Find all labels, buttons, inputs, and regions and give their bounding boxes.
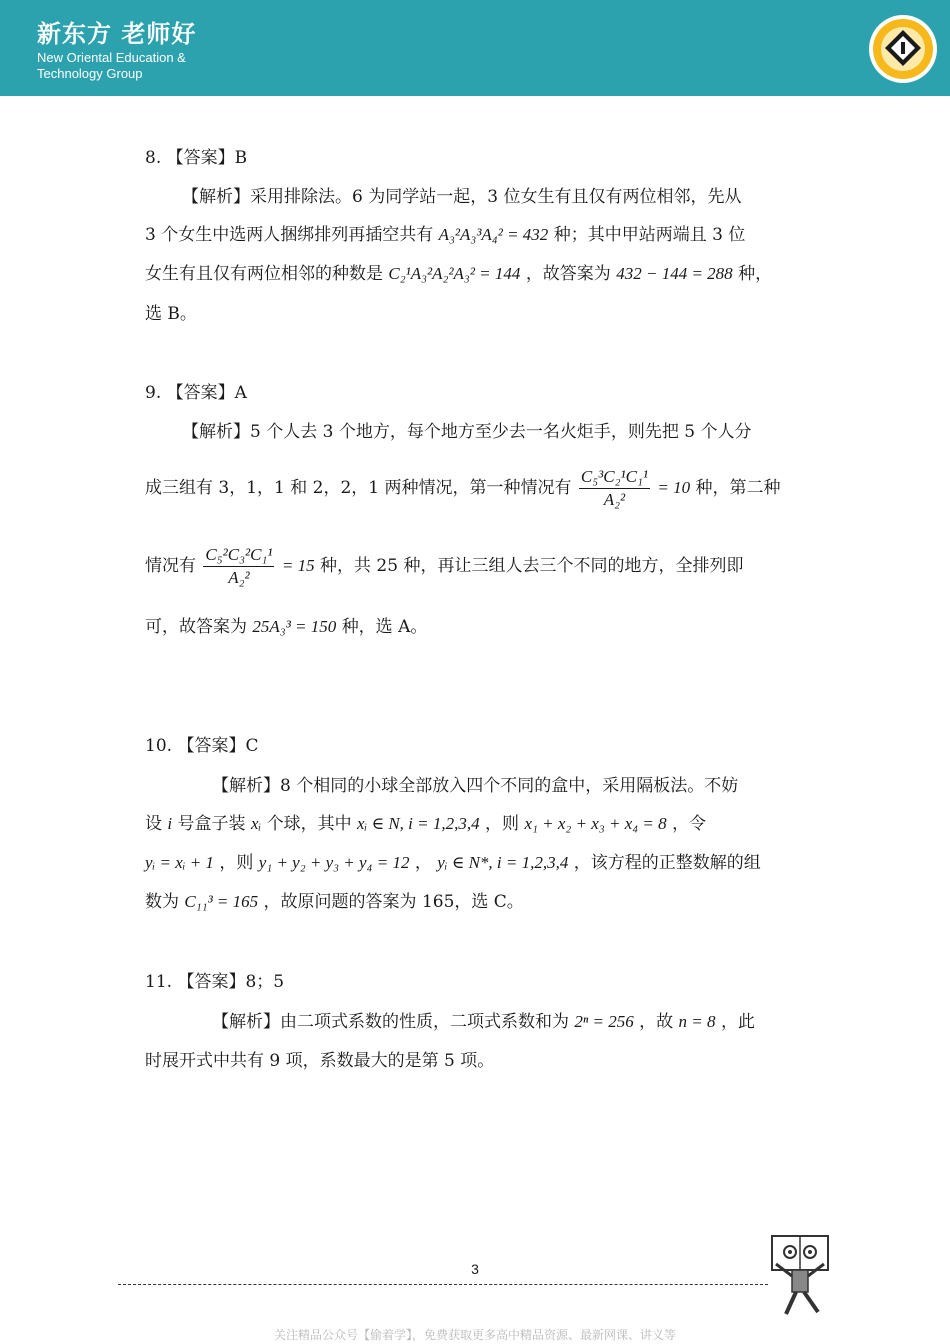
q10-analysis-line: 【解析】8 个相同的小球全部放入四个不同的盒中，采用隔板法。不妨 (212, 776, 739, 796)
text: ，故答案为 (525, 264, 611, 284)
footer-divider (118, 1284, 768, 1285)
text: ，故 (639, 1012, 674, 1032)
q9-analysis-line (145, 615, 427, 639)
text: ，令 (672, 814, 707, 834)
text: ，则 (485, 814, 520, 834)
text: 种，共 25 种，再让三组人去三个不同的地方，全排列即 (320, 556, 744, 576)
fraction-denominator: A₂² (228, 568, 250, 587)
page-number: 3 (471, 1261, 479, 1277)
text: 情况有 (145, 556, 196, 576)
q8-answer: 8. 【答案】B (145, 148, 248, 168)
q9-analysis-line: 【解析】5 个人去 3 个地方，每个地方至少去一名火炬手，则先把 5 个人分 (182, 422, 752, 442)
formula: y₁ + y₂ + y₃ + y₄ = 12 (258, 853, 410, 872)
text: 可，故答案为 (145, 617, 247, 637)
fraction-denominator: A₂² (603, 490, 626, 509)
brand-en-line2: Technology Group (37, 66, 143, 81)
formula: i (167, 814, 173, 833)
q8-analysis-line: 【解析】采用排除法。6 为同学站一起，3 位女生有且仅有两位相邻，先从 (182, 187, 742, 207)
text: 【解析】由二项式系数的性质，二项式系数和为 (212, 1012, 569, 1032)
text: 3 个女生中选两人捆绑排列再插空共有 (145, 225, 434, 245)
formula: x₁ + x₂ + x₃ + x₄ = 8 (524, 814, 667, 833)
formula: C₁₁³ = 165 (184, 892, 259, 911)
text: ，则 (219, 853, 254, 873)
q10-analysis-line (145, 890, 524, 914)
q10-answer: 10. 【答案】C (145, 736, 259, 756)
q11-analysis-line (212, 1010, 755, 1034)
page-header (0, 0, 950, 96)
text: ，此 (720, 1012, 755, 1032)
q10-analysis-line (145, 851, 761, 875)
formula: xᵢ (250, 814, 262, 833)
text: ，该方程的正整数解的组 (573, 853, 761, 873)
text: 女生有且仅有两位相邻的种数是 (145, 264, 383, 284)
fraction (203, 544, 274, 589)
formula: 25A₃³ = 150 (252, 617, 337, 636)
fraction-numerator: C₅³C₂¹C₁¹ (579, 466, 650, 489)
new-oriental-logo-icon (868, 14, 938, 84)
fraction (579, 466, 650, 511)
formula: yᵢ ∈ N*, i = 1,2,3,4 (437, 853, 569, 872)
q8-analysis-line (145, 262, 772, 286)
footer-promo-text: 关注精品公众号【偷着学】，免费获取更多高中精品资源、最新网课、讲义等 (273, 1328, 676, 1342)
q9-analysis-line (145, 544, 743, 589)
text: 设 (145, 814, 162, 834)
text: 种， (738, 264, 773, 284)
text: 成三组有 3，1，1 和 2，2，1 两种情况，第一种情况有 (145, 478, 572, 498)
q9-answer: 9. 【答案】A (145, 383, 247, 403)
q11-analysis-line: 时展开式中共有 9 项，系数最大的是第 5 项。 (145, 1051, 495, 1071)
formula: A₃²A₃³A₄² = 432 (438, 225, 549, 244)
formula: xᵢ ∈ N, i = 1,2,3,4 (357, 814, 480, 833)
brand-en-line1: New Oriental Education & (37, 50, 186, 65)
text: 种，选 A。 (341, 617, 428, 637)
q9-analysis-line (145, 466, 781, 511)
text: 个球，其中 (266, 814, 352, 834)
mascot-reading-book-icon (766, 1230, 834, 1318)
text: 种，第二种 (695, 478, 781, 498)
q10-analysis-line (145, 812, 706, 836)
text: 数为 (145, 892, 179, 912)
formula: n = 8 (678, 1012, 716, 1031)
text: ， (414, 853, 432, 873)
q11-answer: 11. 【答案】8；5 (145, 972, 285, 992)
formula: 2ⁿ = 256 (574, 1012, 634, 1031)
fraction-numerator: C₅²C₃²C₁¹ (203, 544, 274, 567)
text: 种；其中甲站两端且 3 位 (553, 225, 746, 245)
brand-name-en (37, 50, 186, 82)
text: ，故原问题的答案为 165，选 C。 (263, 892, 524, 912)
q8-analysis-line (145, 223, 745, 247)
formula: yᵢ = xᵢ + 1 (145, 853, 214, 872)
brand-name-cn: 新东方 老师好 (37, 20, 197, 48)
formula: 432 − 144 = 288 (616, 264, 733, 283)
text: 号盒子装 (177, 814, 246, 834)
formula: C₂¹A₃²A₂²A₃² = 144 (388, 264, 521, 283)
formula: = 15 (281, 556, 315, 575)
formula: = 10 (657, 478, 691, 497)
q8-analysis-line: 选 B。 (145, 304, 197, 324)
